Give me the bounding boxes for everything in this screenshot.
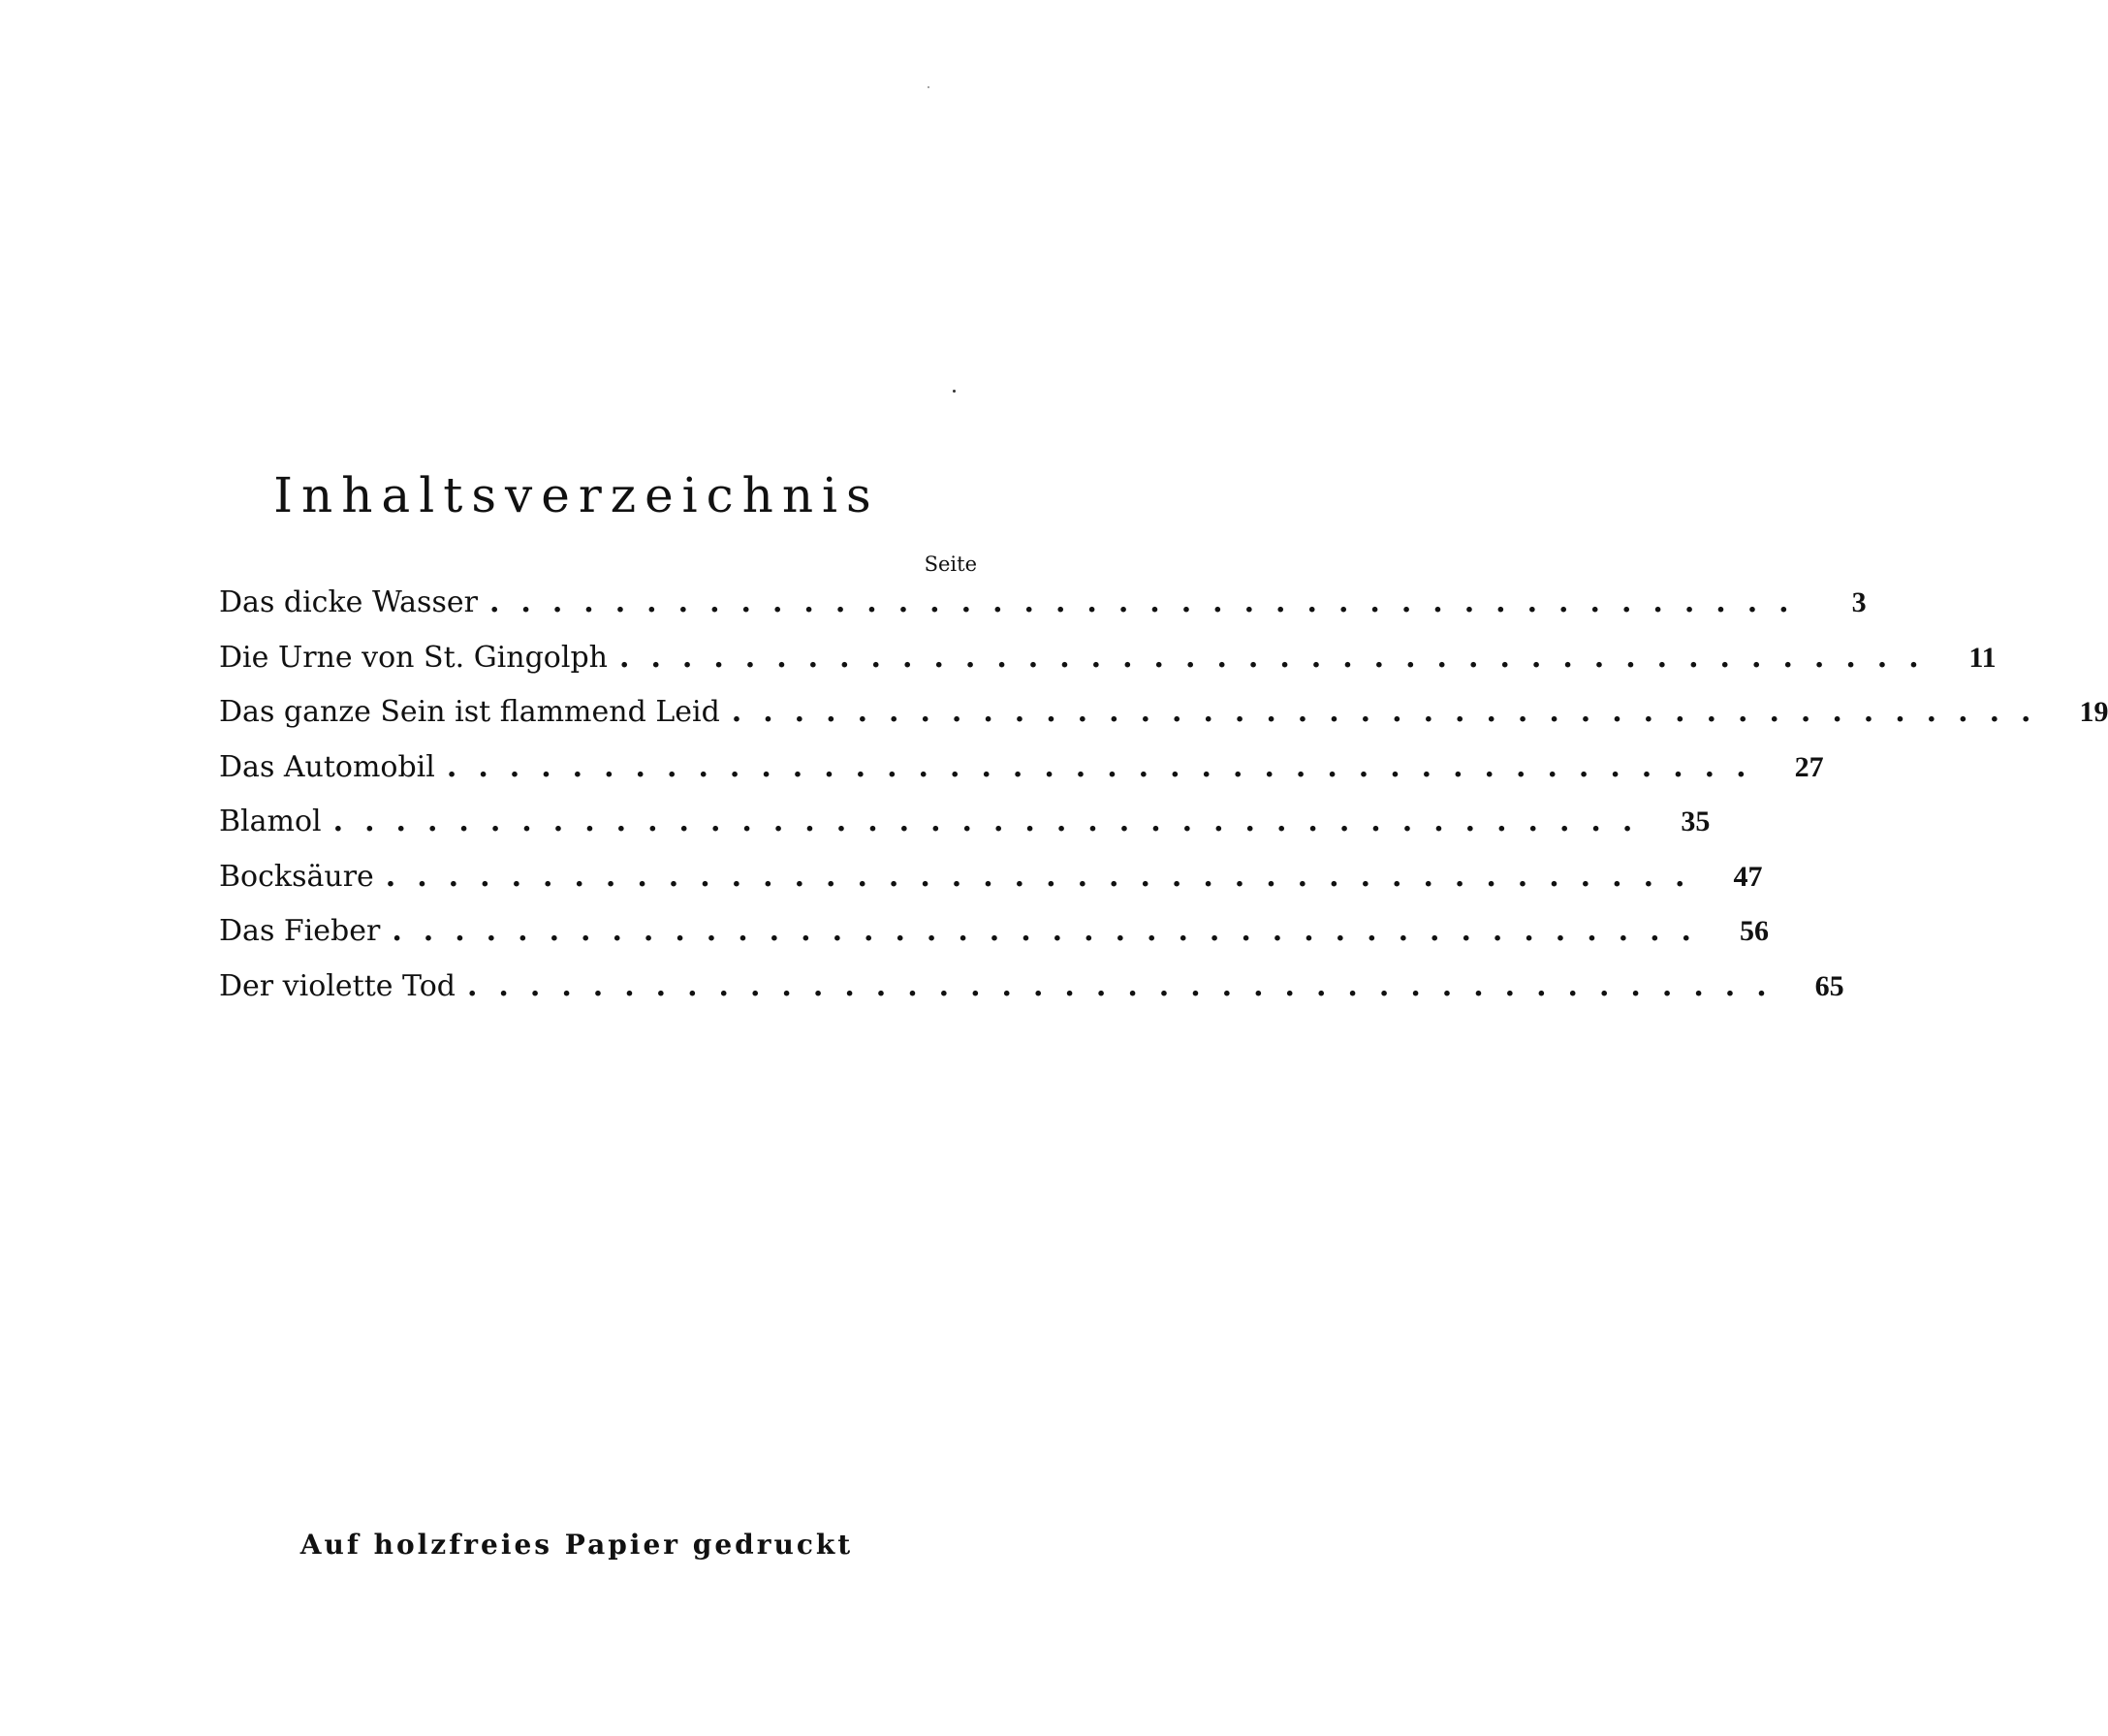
dot-leader: .......................................... [332, 805, 1654, 838]
toc-entry-page: 35 [1681, 805, 1711, 837]
toc-entry-title: Der violette Tod [219, 968, 456, 1003]
toc-entry-page: 65 [1814, 969, 1844, 1002]
dot-leader: .......................................... [731, 695, 2053, 729]
toc-entry [219, 914, 1770, 969]
toc-entry [219, 585, 1867, 641]
toc-entry [219, 968, 1844, 1025]
toc-entry-title: Das Automobil [219, 749, 435, 784]
toc-entry [219, 749, 1824, 805]
toc-entry [219, 805, 1711, 860]
print-speck [928, 86, 929, 88]
toc-entry-title: Das Fieber [219, 914, 381, 948]
print-speck [953, 390, 956, 393]
page-column-header: Seite [924, 552, 977, 576]
toc-entry-title: Das ganze Sein ist flammend Leid [219, 695, 720, 729]
page-title: Inhaltsverzeichnis [273, 467, 880, 523]
dot-leader: .......................................... [385, 859, 1707, 894]
dot-leader: .......................................... [446, 749, 1768, 784]
dot-leader: .......................................... [392, 914, 1714, 948]
toc-entry-page: 3 [1851, 586, 1867, 618]
toc-entry-title: Blamol [219, 805, 322, 838]
toc-entry-title: Die Urne von St. Gingolph [219, 640, 608, 675]
dot-leader: .......................................... [488, 585, 1810, 619]
toc-entry-page: 27 [1794, 750, 1824, 783]
dot-leader: .......................................... [466, 968, 1788, 1003]
toc-entry-title: Bocksäure [219, 859, 374, 894]
table-of-contents [219, 552, 2108, 1024]
toc-entry-title: Das dicke Wasser [219, 585, 478, 619]
toc-entry-page: 19 [2079, 696, 2108, 728]
toc-entry-page: 47 [1733, 860, 1763, 893]
toc-entry [219, 640, 1997, 696]
imprint-note: Auf holzfreies Papier gedruckt [299, 1529, 854, 1561]
dot-leader: .......................................... [619, 640, 1940, 675]
toc-entry [219, 695, 2108, 750]
toc-entry-page: 56 [1740, 915, 1770, 947]
toc-entry [219, 859, 1763, 915]
toc-entry-page: 11 [1968, 641, 1997, 674]
